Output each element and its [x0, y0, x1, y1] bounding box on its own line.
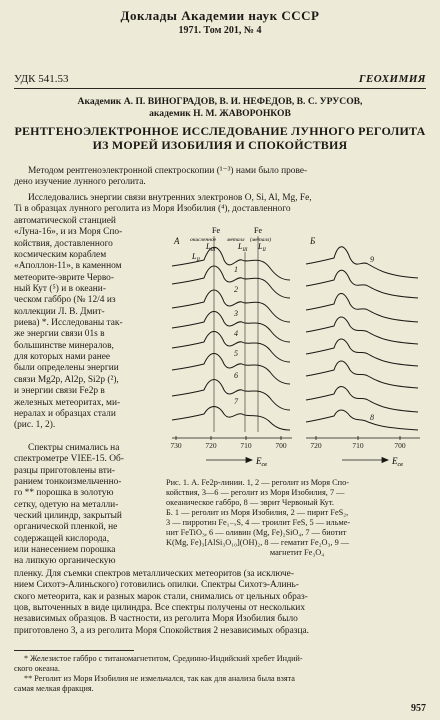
text-line: независимых образцов. В частности, из реголита Моря Изобилия было	[14, 614, 298, 625]
text-line: нием Сихотэ-Алиньского) готовились опилки. Спектры Сихотэ-Алинь-	[14, 580, 299, 591]
fig-axis-label-a	[255, 456, 267, 468]
caption-line: нит FeTiO₃, 6 — оливин (Mg, Fe)₂SiO₄, 7 — биотит	[166, 528, 347, 537]
text-line: коллекции Л. В. Дмит-	[14, 306, 105, 317]
fig-l2-left-letter: L	[192, 252, 197, 261]
title-line: ИЗ МОРЕЙ ИЗОБИЛИЯ И СПОКОЙСТВИЯ	[92, 138, 348, 152]
fig-label-fe-metal-paren: (металл)	[250, 237, 272, 243]
text-line: сетку, одетую на металли-	[14, 499, 119, 510]
fig-arrow-head-b	[382, 458, 388, 463]
text-line: ранием тонкоизмельченно-	[14, 477, 122, 488]
fig-l3-left-letter: L	[206, 242, 211, 251]
footnote-line: самая мелкая фракция.	[14, 684, 94, 693]
caption-line: Б. 1 — реголит из Моря Изобилия, 2 — пирит FeS₂,	[166, 508, 349, 517]
fig-axis-arrows	[206, 458, 388, 463]
fig-panel-letter-b: Б	[310, 236, 316, 246]
fig-panel-a-curves	[172, 247, 290, 430]
text-line: Ti в образцах лунного реголита из Моря Изобилия (⁴), доставленного	[14, 204, 291, 215]
text-line: ный Кут (⁵) и в океани-	[14, 284, 106, 295]
fig-curve-number: 3	[234, 309, 238, 318]
authors	[14, 96, 426, 120]
fig-l2-right-letter: L	[258, 242, 263, 251]
text-line: риева) *. Исследованы так-	[14, 318, 123, 329]
text-line: на липкую органическую	[14, 556, 116, 567]
journal-issue: 1971. Том 201, № 4	[178, 25, 262, 36]
footnote-line: ского океана.	[14, 664, 60, 673]
text-line: же энергии связи 01s в	[14, 329, 105, 340]
figure-caption	[166, 478, 428, 558]
fig-curve	[172, 332, 290, 363]
fig-axis-a-sub: св	[261, 462, 267, 468]
fig-axis-b-letter: E	[392, 456, 398, 466]
text-line: спектрометре VIEE-15. Об-	[14, 454, 124, 465]
fig-panel-b-numbers	[309, 236, 374, 422]
fig-l3-left-sub: III	[210, 248, 216, 253]
fig-curve	[306, 270, 418, 298]
caption-line: койствия, 3—6 — реголит из Моря Изобилия, 7 —	[166, 488, 345, 497]
text-line: Спектры снимались на	[28, 443, 120, 453]
fig-curve-number: 1	[234, 265, 238, 274]
fig-arrow-head-a	[246, 458, 252, 463]
authors-line: Академик А. П. ВИНОГРАДОВ, В. И. НЕФЕДОВ, В. С. УРУСОВ,	[77, 96, 363, 107]
fig-label-metal-mid: металл	[227, 237, 245, 243]
page-number: 957	[411, 703, 426, 714]
text-line: Исследовались энергии связи внутренних электронов O, Si, Al, Mg, Fe,	[28, 193, 312, 203]
text-line: автоматической станцией	[14, 216, 116, 226]
text-line: были определены энергии	[14, 363, 119, 374]
caption-line: K(Mg, Fe)₃[AlSi₃O₁₀](OH)₂, 8 — гематит Fe₂O₃, 9 —	[166, 538, 350, 547]
fig-l3-right-letter: L	[238, 242, 243, 251]
fig-curve	[172, 407, 290, 431]
fig-curve	[306, 247, 418, 278]
text-line: ского метеорита, как и разных марок стали, снимались от цельных образ-	[14, 591, 308, 602]
text-line: большинстве минералов,	[14, 340, 114, 351]
fig-curve	[172, 247, 290, 280]
header-rule	[14, 88, 426, 89]
caption-line: Рис. 1. А. Fe2p-линии. 1, 2 — реголит из Моря Спо-	[166, 478, 350, 487]
fig-tick-label: 720	[310, 441, 322, 450]
fig-curve	[172, 354, 290, 385]
fig-tick-label: 700	[394, 441, 406, 450]
text-line: органической пленкой, не	[14, 522, 118, 533]
fig-curve	[306, 361, 418, 388]
text-line: пленку. Для съемки спектров металлических метеоритов (за исключе-	[14, 569, 294, 579]
fig-curve-number: 4	[234, 329, 238, 338]
footnotes	[14, 654, 426, 694]
paragraph-3-column	[14, 443, 160, 568]
fig-panel-a-numbers	[173, 236, 239, 406]
fig-curve-number: 2	[234, 285, 238, 294]
text-line: «Аполлон-11», в каменном	[14, 261, 122, 272]
text-line: цов, выточенных в виде цилиндра. Все спектры получены от нескольких	[14, 603, 306, 614]
title-line: РЕНТГЕНОЭЛЕКТРОННОЕ ИССЛЕДОВАНИЕ ЛУННОГО РЕГОЛИТА	[14, 124, 426, 138]
text-line: нералах и образцах стали	[14, 408, 116, 419]
text-line: для которых нами ранее	[14, 352, 111, 363]
text-line: космическим кораблем	[14, 250, 107, 261]
fig-curve	[306, 339, 418, 366]
caption-line: 3 — пирротин Fe₁₋ₓS, 4 — троилит FeS, 5 — ильме-	[166, 518, 351, 527]
fig-label-oxidized: окисленное	[190, 237, 217, 243]
footnote-line: ** Реголит из Моря Изобилия не измельчался, так как для анализа была взята	[24, 674, 295, 683]
text-line: дено изучение лунного реголита.	[14, 177, 146, 188]
caption-line: океаническое габбро, 8 — эврит Червоный Кут.	[166, 498, 334, 507]
fig-tick-label: 720	[205, 441, 217, 450]
text-line: го ** порошка в золотую	[14, 488, 114, 499]
fig-curve-number: 5	[234, 349, 238, 358]
fig-curve-number: 7	[234, 397, 238, 406]
fig-curve-number: 6	[234, 371, 238, 380]
fig-axis-a-letter: E	[256, 456, 262, 466]
fig-axes	[172, 436, 420, 440]
text-line: Методом рентгеноэлектронной спектроскопии (¹⁻³) нами было прове-	[28, 166, 308, 176]
text-line: разцы приготовлены вти-	[14, 465, 115, 476]
paragraph-2-column	[14, 216, 160, 432]
fig-tick-label: 710	[240, 441, 252, 450]
text-line: приготовлено 3, а из реголита Моря Спокойствия 2 независимых образца.	[14, 625, 309, 636]
text-line: (рис. 1, 2).	[14, 420, 56, 431]
fig-curve-number: 9	[370, 255, 374, 264]
journal-title: Доклады Академии наук СССР	[120, 8, 320, 23]
fig-label-l3-right	[237, 242, 248, 253]
text-line: «Луна-16», и из Моря Спо-	[14, 227, 123, 238]
text-line: железных метеоритах, ми-	[14, 397, 121, 408]
text-line: койствия, доставленного	[14, 238, 113, 249]
udk-code: УДК 541.53	[14, 73, 69, 85]
paragraph-intro	[14, 166, 426, 189]
fig-curve	[172, 380, 290, 411]
fig-tick-label: 730	[170, 441, 182, 450]
article-title	[14, 124, 426, 152]
fig-panel-b-curves	[306, 247, 418, 430]
text-line: и энергии связи Fe2p в	[14, 386, 105, 397]
text-line: связи Mg2p, Al2p, Si2p (²),	[14, 374, 119, 385]
fig-tick-label: 700	[275, 441, 287, 450]
fig-curve	[172, 312, 290, 343]
text-line: ческий цилиндр, закрытый	[14, 511, 122, 522]
fig-curve	[306, 387, 418, 413]
section-heading: ГЕОХИМИЯ	[358, 73, 426, 85]
fig-curve	[306, 317, 418, 344]
footnote-line: * Железистое габбро с титаномагнетитом, Срединно-Индийский хребет Индий-	[24, 654, 303, 663]
fig-axis-label-b	[391, 456, 403, 468]
text-line: содержащей кислорода,	[14, 533, 110, 544]
fig-label-fe-metal: Fe	[254, 226, 262, 235]
fig-label-fe-left: Fe	[212, 226, 220, 235]
fig-curve	[172, 290, 290, 322]
text-line: или нанесением порошка	[14, 545, 116, 556]
fig-l2-left-sub: II	[196, 258, 200, 263]
fig-tick-label: 710	[352, 441, 364, 450]
footnote-rule	[14, 650, 134, 651]
paragraph-2-full	[14, 193, 426, 216]
fig-axis-ticks	[170, 441, 406, 450]
figure-fe2p-spectra	[166, 224, 428, 472]
paragraph-3-full	[14, 569, 426, 637]
text-line: метеорите-эврите Черво-	[14, 272, 114, 283]
authors-line: академик Н. М. ЖАВОРОНКОВ	[149, 108, 291, 119]
fig-l2-right-sub: II	[262, 248, 266, 253]
text-line: ческом габбро (№ 12/4 из	[14, 295, 116, 306]
fig-axis-b-sub: св	[397, 462, 403, 468]
fig-curve	[306, 410, 418, 430]
fig-l3-right-sub: III	[242, 248, 248, 253]
fig-label-l2-right	[257, 242, 266, 253]
fig-curve	[306, 294, 418, 323]
fig-curve-number: 8	[370, 413, 374, 422]
fig-panel-letter-a: А	[174, 236, 180, 246]
caption-line: магнетит Fe₃O₄	[269, 548, 325, 557]
